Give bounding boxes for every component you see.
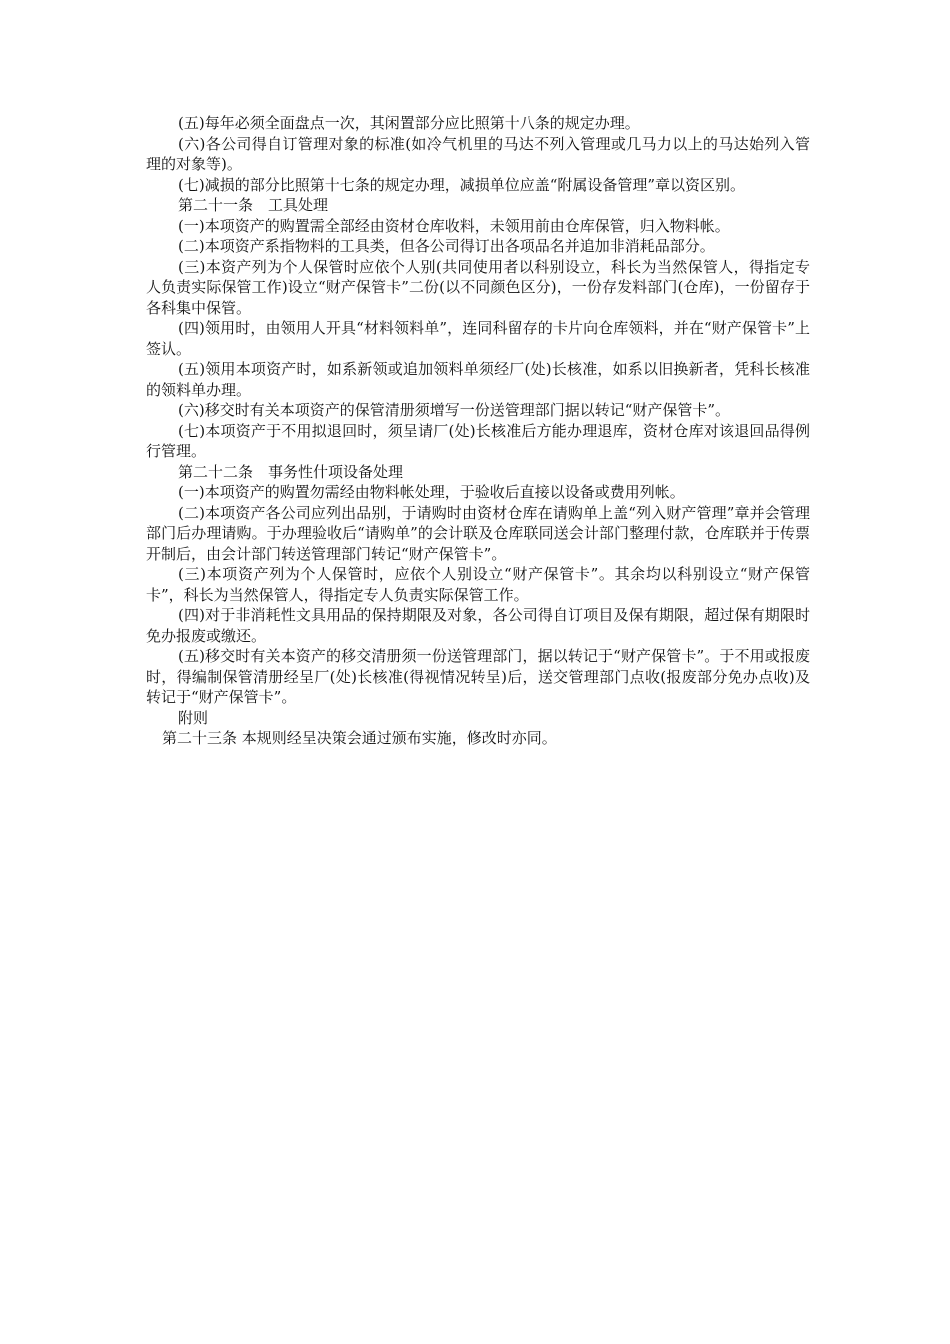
document-body bbox=[146, 113, 810, 749]
paragraph-item: (四)领用时，由领用人开具“材料领料单”，连同科留存的卡片向仓库领料，并在“财产保管卡”上签认。 bbox=[146, 319, 810, 358]
paragraph-item: (六)各公司得自订管理对象的标准(如冷气机里的马达不列入管理或几马力以上的马达始列入管理的对象等)。 bbox=[146, 134, 810, 173]
paragraph-item: (三)本项资产列为个人保管时，应依个人别设立“财产保管卡”。其余均以科别设立“财产保管卡”，科长为当然保管人，得指定专人负责实际保管工作。 bbox=[146, 565, 810, 604]
paragraph-item: (二)本项资产各公司应列出品别，于请购时由资材仓库在请购单上盖“列入财产管理”章并会管理部门后办理请购。于办理验收后“请购单”的会计联及仓库联同送会计部门整理付款，仓库联并于传票开制后，由会计部门转送管理部门转记“财产保管卡”。 bbox=[146, 503, 810, 563]
paragraph-item: (五)每年必须全面盘点一次，其闲置部分应比照第十八条的规定办理。 bbox=[178, 114, 640, 132]
paragraph-item: (四)对于非消耗性文具用品的保持期限及对象，各公司得自订项目及保有期限，超过保有期限时免办报废或缴还。 bbox=[146, 606, 810, 645]
paragraph-item: (五)领用本项资产时，如系新领或追加领料单须经厂(处)长核准，如系以旧换新者，凭科长核准的领料单办理。 bbox=[146, 360, 810, 399]
paragraph-item: (五)移交时有关本资产的移交清册须一份送管理部门，据以转记于“财产保管卡”。于不用或报废时，得编制保管清册经呈厂(处)长核准(得视情况转呈)后，送交管理部门点收(报废部分免办点收)及转记于“财产保管卡”。 bbox=[146, 647, 810, 706]
paragraph-item: (六)移交时有关本项资产的保管清册须增写一份送管理部门据以转记“财产保管卡”。 bbox=[178, 401, 731, 419]
paragraph-item: (二)本项资产系指物料的工具类，但各公司得订出各项品名并追加非消耗品部分。 bbox=[178, 237, 715, 255]
paragraph-item: (七)减损的部分比照第十七条的规定办理，减损单位应盖“附属设备管理”章以资区别。 bbox=[178, 175, 746, 194]
appendix-heading: 附则 bbox=[178, 708, 209, 727]
article-heading: 第二十一条 工具处理 bbox=[178, 196, 329, 214]
article-heading: 第二十二条 事务性什项设备处理 bbox=[178, 462, 404, 481]
paragraph-item: (七)本项资产于不用拟退回时，须呈请厂(处)长核准后方能办理退库，资材仓库对该退回品得例行管理。 bbox=[146, 421, 810, 460]
final-article: 第二十三条 本规则经呈决策会通过颁布实施，修改时亦同。 bbox=[162, 729, 557, 747]
paragraph-item: (一)本项资产的购置需全部经由资材仓库收料，未领用前由仓库保管，归入物料帐。 bbox=[178, 216, 730, 235]
paragraph-item: (一)本项资产的购置勿需经由物料帐处理，于验收后直接以设备或费用列帐。 bbox=[178, 483, 685, 501]
paragraph-item: (三)本资产列为个人保管时应依个人别(共同使用者以科别设立，科长为当然保管人，得指定专人负责实际保管工作)设立“财产保管卡”二份(以不同颜色区分)，一份存发料部门(仓库)，一份留存于各科集中保管。 bbox=[146, 257, 810, 317]
